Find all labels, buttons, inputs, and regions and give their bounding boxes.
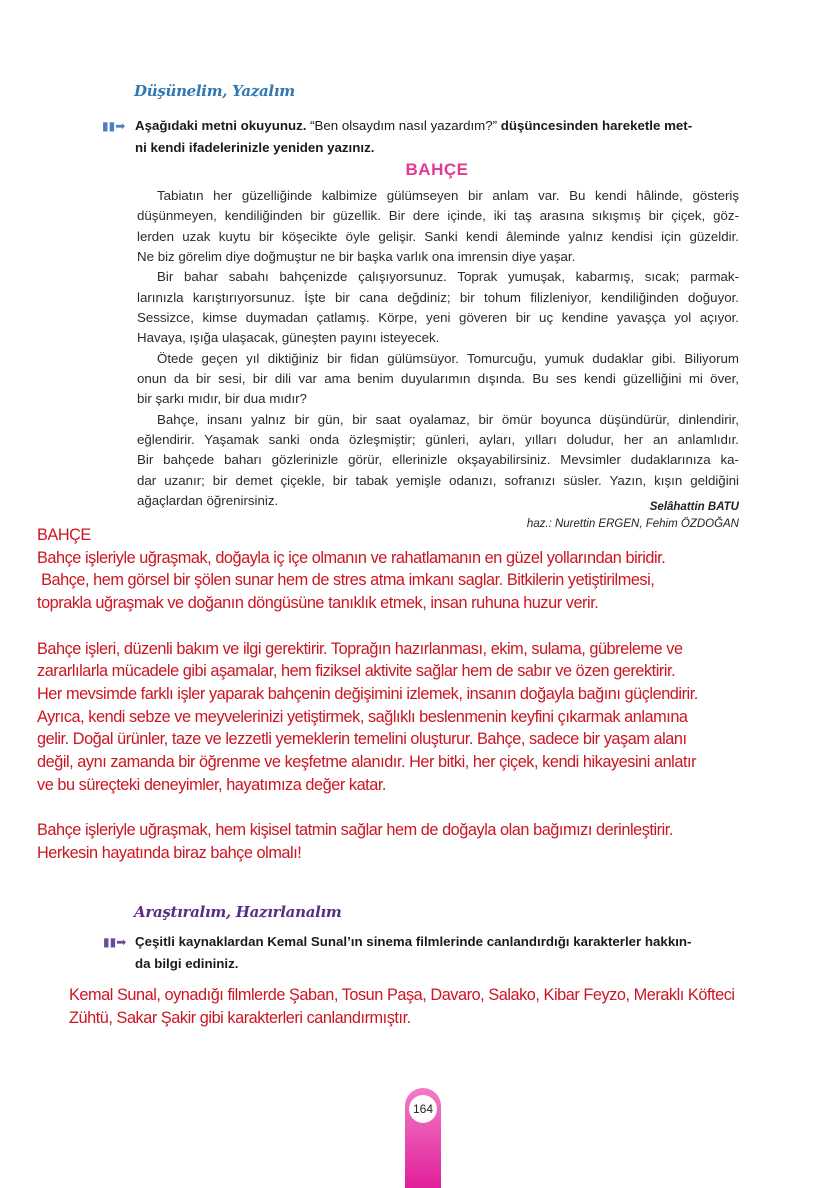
instruction-text-1 <box>135 115 750 159</box>
story-line: bir şarkı mıdır, bir dua mıdır? <box>137 391 307 407</box>
answer-line: Bahçe işleriyle uğraşmak, hem kişisel tatmin sağlar hem de doğayla olan bağımızı derinleştirir. <box>37 821 673 840</box>
answer-line: Zühtü, Sakar Şakir gibi karakterleri canlandırmıştır. <box>69 1008 411 1027</box>
story-editors: haz.: Nurettin ERGEN, Fehim ÖZDOĞAN <box>526 518 739 530</box>
answer-kemal-sunal <box>69 984 735 1029</box>
story-line: Ne biz görelim diye doğmuştur ne bir başka varlık ona imrensin diye yaşar. <box>137 249 576 265</box>
story-title: BAHÇE <box>405 160 469 179</box>
story-line: Bir bahçede baharı gözlerinizle görür, ellerinizle okşayabilirsiniz. Mevsimler dudaklarınıza ka- <box>137 452 739 468</box>
answer-line: Her mevsimde farklı işler yaparak bahçenin değişimini izlemek, insanın doğayla bağını güçlendirir. <box>37 684 698 703</box>
answer-line: ve bu süreçteki deneyimler, hayatımıza değer katar. <box>37 775 386 794</box>
story-author: Selâhattin BATU <box>649 501 739 513</box>
answer-essay <box>37 524 698 865</box>
story-line: Tabiatın her güzelliğinde kalbimize gülümseyen bir anlam var. Bu kendi hâlinde, gösteriş <box>157 188 739 203</box>
instruction-line: da bilgi edininiz. <box>135 956 239 971</box>
story-line: Havaya, ışığa ulaşacak, güneşten payını isteyecek. <box>137 330 440 346</box>
instruction-bold: ni kendi ifadelerinizle yeniden yazınız. <box>135 140 375 155</box>
instruction-bold: Aşağıdaki metni okuyunuz. <box>135 118 307 133</box>
answer-line: zararlılarla mücadele gibi aşamalar, hem fiziksel aktivite sağlar hem de sabır ve özen gerektirir. <box>37 662 676 681</box>
answer-line: gelir. Doğal ürünler, taze ve lezzetli yemeklerin temelini oluşturur. Bahçe, sadece bir yaşam alanı <box>37 730 687 749</box>
answer-line: Ayrıca, kendi sebze ve meyvelerinizi yetiştirmek, sağlıklı beslenmenin keyfini çıkarmak anlamına <box>37 707 688 726</box>
page-number: 164 <box>409 1095 437 1123</box>
section-heading-dusunelim: Düşünelim, Yazalım <box>134 82 295 100</box>
story-line: Sessizce, kimse duymadan çatlamış. Körpe, yeni göveren bir uç kendine yavaşça yol açıyor. <box>137 310 739 326</box>
story-line: Bir bahar sabahı bahçenizde çalışıyorsunuz. Toprak yumuşak, kabarmış, sıcak; parmak- <box>157 269 739 285</box>
section-heading-arastiralim: Araştıralım, Hazırlanalım <box>134 903 342 921</box>
answer-line: değil, aynı zamanda bir öğrenme ve keşfetme alanıdır. Her bitki, her çiçek, kendi hikayesini anlatır <box>37 753 697 772</box>
answer-line: Kemal Sunal, oynadığı filmlerde Şaban, Tosun Paşa, Davaro, Salako, Kibar Feyzo, Meraklı Köfteci <box>69 986 735 1004</box>
story-line: Ötede geçen yıl diktiğiniz bir fidan gülümsüyor. Tomurcuğu, yumuk dudaklar gibi. Biliyorum <box>157 350 739 366</box>
answer-title: BAHÇE <box>37 526 91 544</box>
story-line: Bahçe, insanı yalnız bir gün, bir saat oyalamaz, bir ömür boyunca düşündürür, dinlendirir, <box>157 411 739 427</box>
story-line: eğlendirir. Yaşamak sanki onda özleşmiştir; günleri, ayları, yılları doludur, her an anlamlıdır. <box>137 432 739 448</box>
story-line: düşünmeyen, kendiliğinden bir güzellik. Bir dere içinde, iki taş arasına sıkışmış bir çiçek, göz- <box>137 208 739 224</box>
story-line: onun da bir sesi, bir dili var ama benim duyularımın dışında. Bu ses kendi güzelliğini mi över, <box>137 371 739 387</box>
story-body <box>137 186 739 512</box>
arrow-bullet-icon: ▮▮➡ <box>102 119 126 133</box>
instruction-line: Çeşitli kaynaklardan Kemal Sunal’ın sinema filmlerinde canlandırdığı karakterler hakkın- <box>135 934 692 949</box>
answer-line: Bahçe işleri, düzenli bakım ve ilgi gerektirir. Toprağın hazırlanması, ekim, sulama, gübreleme ve <box>37 639 683 658</box>
answer-line: Bahçe, hem görsel bir şölen sunar hem de stres atma imkanı saglar. Bitkilerin yetiştirilmesi, <box>37 571 655 590</box>
story-line: ağaçlardan öğrenirsiniz. <box>137 493 279 509</box>
story-line: dar uzanır; bir demet çiçekle, bir tabak yemişle odanızı, sofranızı süsler. Yazın, kışın geldiğini <box>137 472 739 488</box>
answer-line: Herkesin hayatında biraz bahçe olmalı! <box>37 843 302 862</box>
arrow-bullet-icon: ▮▮➡ <box>103 935 127 949</box>
instruction-bold: düşüncesinden hareketle met- <box>500 118 693 133</box>
instruction-text-2 <box>135 931 755 975</box>
answer-line: toprakla uğraşmak ve doğanın döngüsüne tanıklık etmek, insan ruhuna huzur verir. <box>37 594 599 613</box>
story-line: larınızla karıştırıyorsunuz. İşte bir cana değdiniz; bir tohum filizleniyor, kendiliğinden doğuyor. <box>137 289 739 305</box>
answer-line: Bahçe işleriyle uğraşmak, doğayla iç içe olmanın ve rahatlamanın en güzel yollarından biridir. <box>37 548 666 567</box>
instruction-quote: “Ben olsaydım nasıl yazardım?” <box>306 118 501 133</box>
story-line: lerden uzak kuytu bir köşecikte öyle gelişir. Sanki kendi âleminde yalnız kendisi için güzeldir. <box>137 228 739 244</box>
